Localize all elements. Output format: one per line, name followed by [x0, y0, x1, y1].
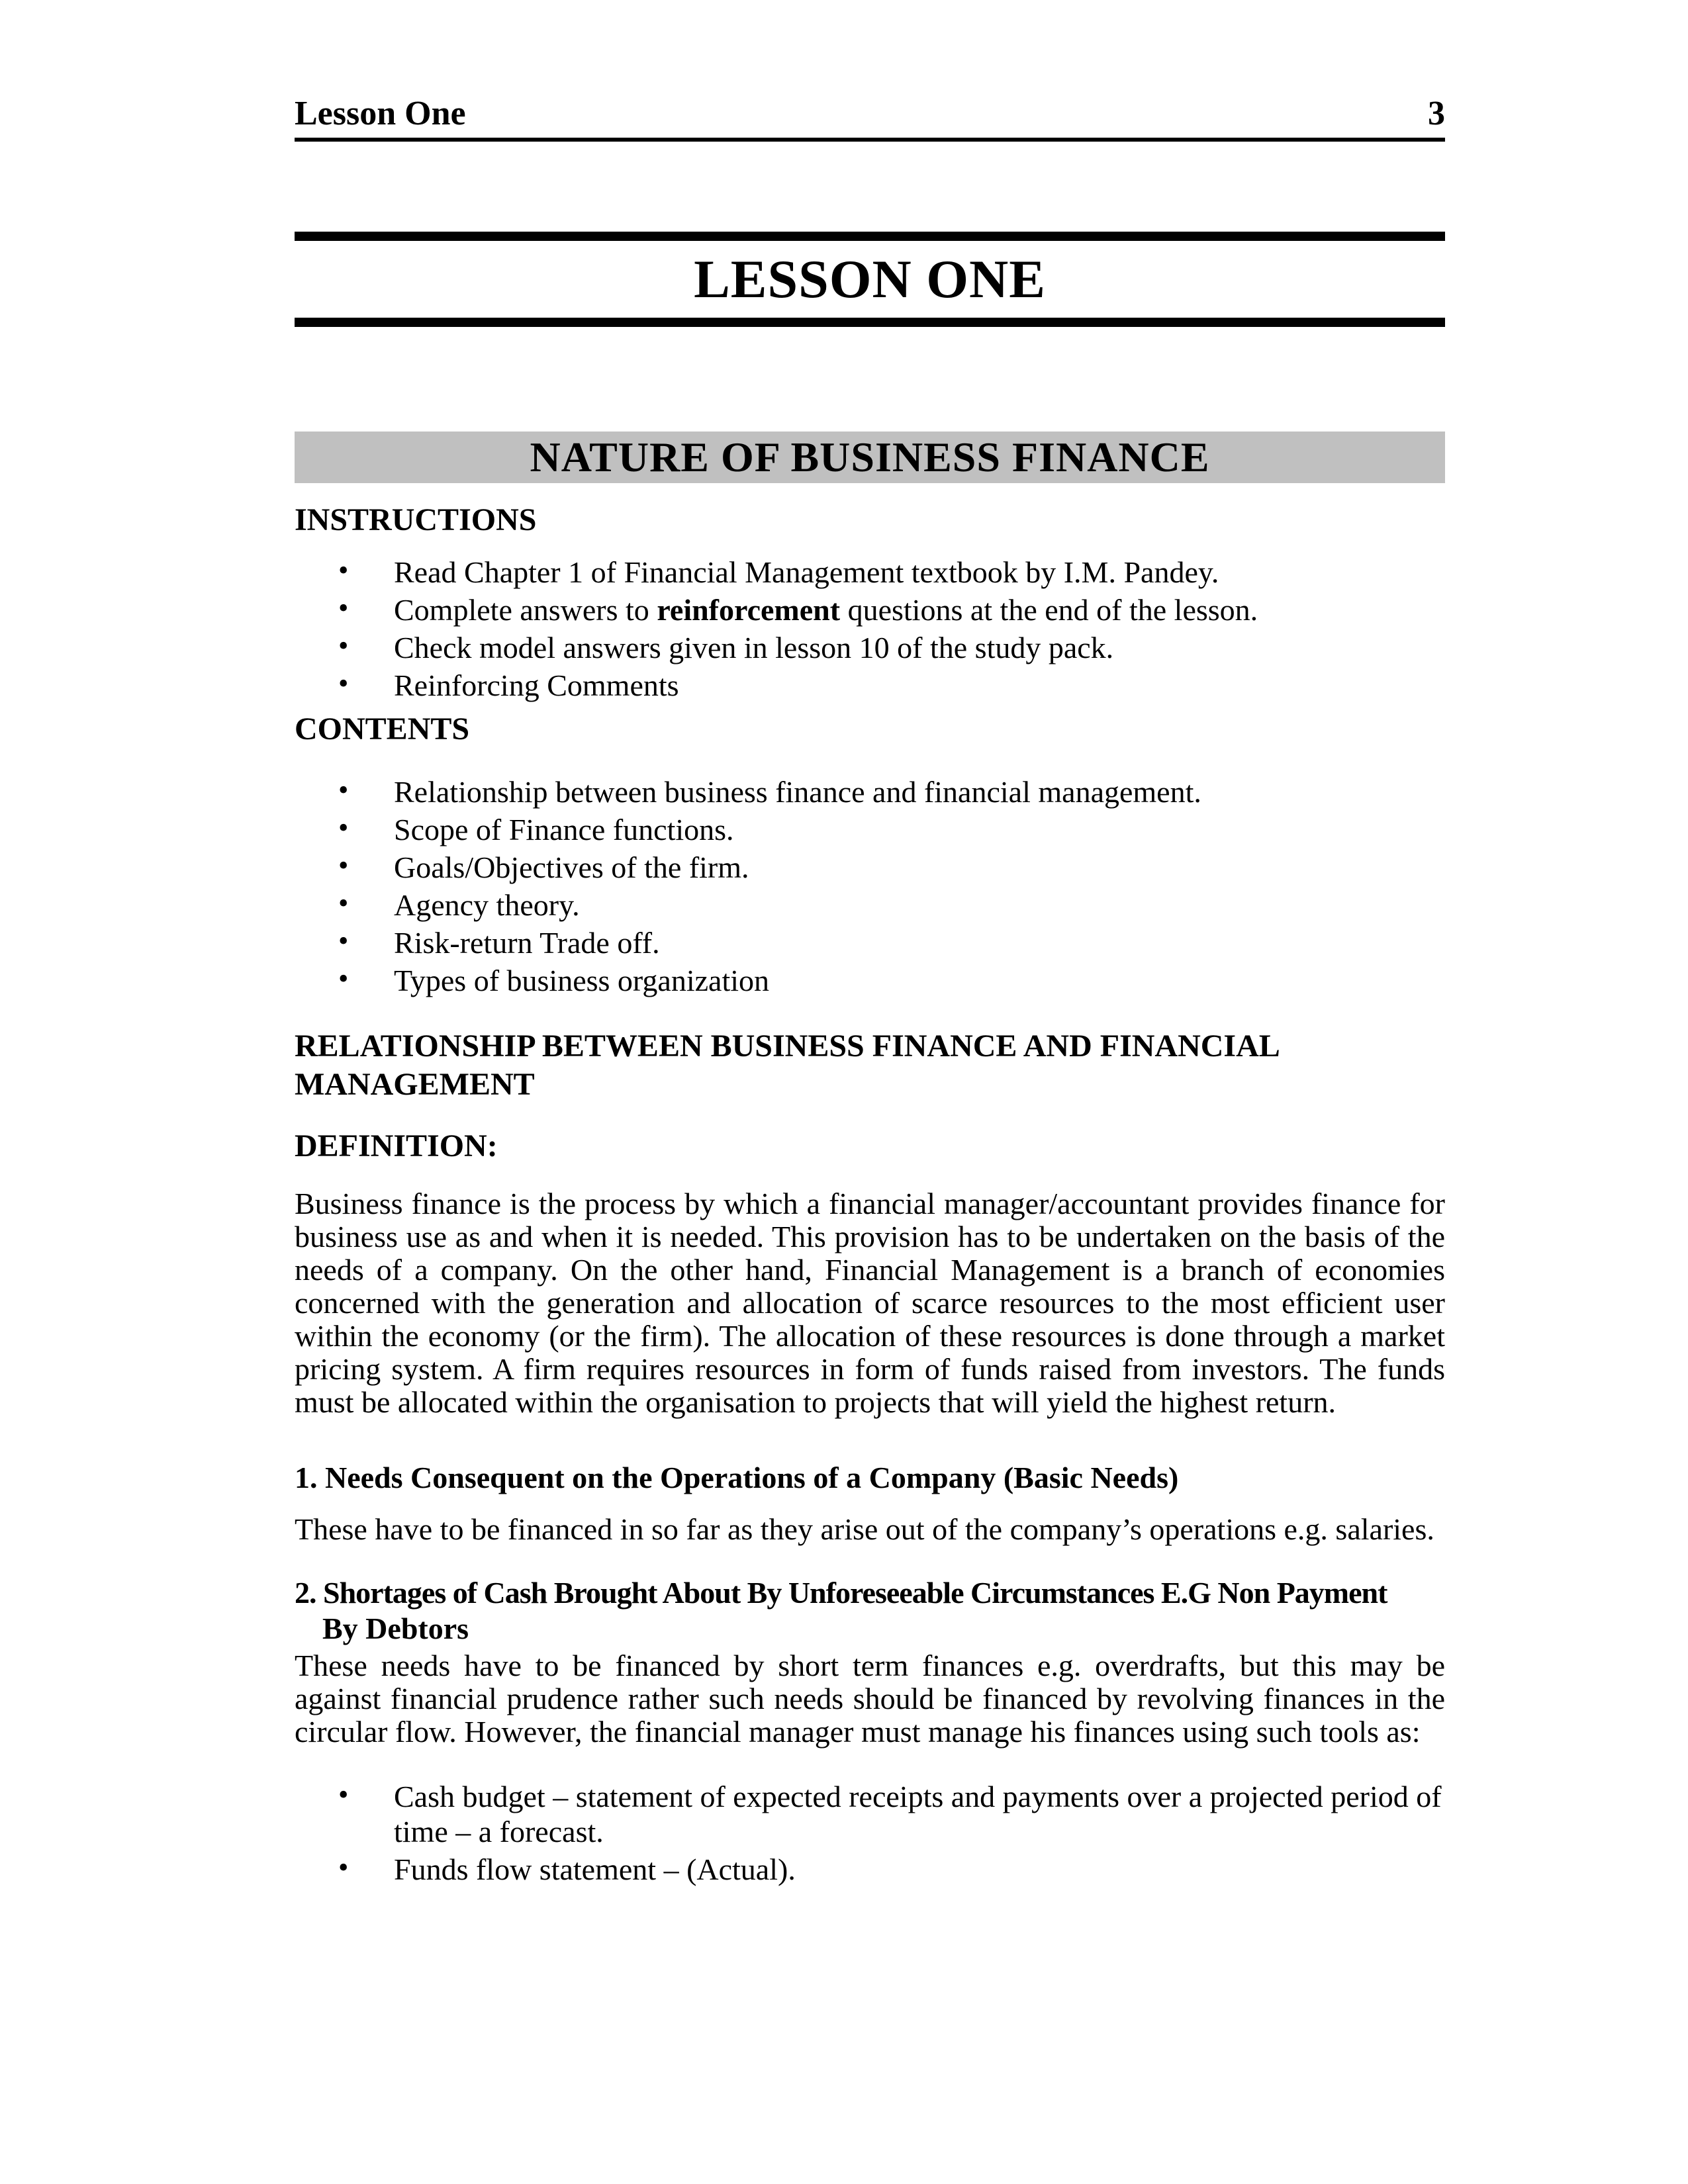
definition-paragraph: Business finance is the process by which a financial manager/accountant provides finance for business use as and when it is needed. This provision has to be undertaken on the basis of the needs of a company. On the other hand, Financial Management is a branch of economies concerned with the generation and allocation of scarce resources to the most efficient user within the economy (or the firm). The allocation of these resources is done through a market pricing system. A firm requires resources in form of funds raised from investors. The funds must be allocated within the organisation to projects that will yield the highest return.	[295, 1187, 1445, 1419]
bullet-icon: •	[338, 629, 349, 662]
list-item-text	[394, 593, 1258, 627]
list-item-text-bold: reinforcement	[657, 593, 841, 627]
bullet-icon: •	[338, 667, 349, 700]
bullet-icon: •	[338, 774, 349, 806]
bullet-icon: •	[338, 887, 349, 919]
page-number: 3	[1428, 95, 1445, 132]
list-item-text: Agency theory.	[394, 888, 580, 922]
list-item	[295, 850, 1445, 885]
section2-heading-line2: By Debtors	[322, 1612, 469, 1645]
list-item-text: Risk-return Trade off.	[394, 926, 660, 960]
list-item-text: Reinforcing Comments	[394, 668, 679, 702]
list-item-text: Check model answers given in lesson 10 of the study pack.	[394, 631, 1114, 664]
running-header	[295, 97, 1445, 142]
list-item	[295, 630, 1445, 665]
lesson-title: LESSON ONE	[694, 249, 1046, 309]
list-item	[295, 925, 1445, 960]
section-banner-title: NATURE OF BUSINESS FINANCE	[295, 432, 1445, 483]
list-item-text: Cash budget – statement of expected receipts and payments over a projected period of time – a forecast.	[394, 1780, 1442, 1848]
relationship-heading-line2: MANAGEMENT	[295, 1067, 535, 1102]
list-item	[295, 774, 1445, 809]
tools-list	[295, 1779, 1445, 1887]
title-rule-bottom	[295, 318, 1445, 327]
running-header-title: Lesson One	[295, 95, 466, 132]
list-item-text-post: questions at the end of the lesson.	[840, 593, 1258, 627]
list-item	[295, 1779, 1445, 1849]
bullet-icon: •	[338, 925, 349, 957]
list-item	[295, 1852, 1445, 1887]
bullet-icon: •	[338, 1851, 349, 1884]
list-item	[295, 887, 1445, 923]
definition-label: DEFINITION:	[295, 1128, 498, 1163]
title-rule-top	[295, 232, 1445, 241]
contents-heading: CONTENTS	[295, 711, 470, 747]
section2-body: These needs have to be financed by short term finances e.g. overdrafts, but this may be against financial prudence rather such needs should be financed by revolving finances in the circular flow. However, the financial manager must manage his finances using such tools as:	[295, 1649, 1445, 1749]
list-item	[295, 668, 1445, 703]
list-item	[295, 555, 1445, 590]
section1-body: These have to be financed in so far as they arise out of the company’s operations e.g. salaries.	[295, 1512, 1434, 1546]
section2-heading-line1: 2. Shortages of Cash Brought About By Unforeseeable Circumstances E.G Non Payment	[295, 1576, 1387, 1610]
list-item-text: Relationship between business finance and financial management.	[394, 775, 1201, 809]
page-content	[295, 0, 1445, 1889]
list-item-text: Read Chapter 1 of Financial Management textbook by I.M. Pandey.	[394, 555, 1219, 589]
list-item-text: Funds flow statement – (Actual).	[394, 1852, 796, 1886]
bullet-icon: •	[338, 811, 349, 844]
list-item	[295, 592, 1445, 627]
bullet-icon: •	[338, 592, 349, 624]
list-item	[295, 963, 1445, 998]
instructions-heading: INSTRUCTIONS	[295, 502, 537, 537]
bullet-icon: •	[338, 849, 349, 882]
relationship-heading-line1: RELATIONSHIP BETWEEN BUSINESS FINANCE AND FINANCIAL	[295, 1028, 1280, 1064]
list-item-text: Scope of Finance functions.	[394, 813, 734, 846]
bullet-icon: •	[338, 962, 349, 995]
bullet-icon: •	[338, 554, 349, 586]
list-item-text-pre: Complete answers to	[394, 593, 657, 627]
section1-heading: 1. Needs Consequent on the Operations of a Company (Basic Needs)	[295, 1461, 1179, 1494]
list-item-text: Types of business organization	[394, 964, 770, 997]
relationship-heading	[295, 1027, 1445, 1104]
section2-heading	[295, 1575, 1445, 1647]
contents-list	[295, 774, 1445, 998]
bullet-icon: •	[338, 1778, 349, 1811]
list-item-text: Goals/Objectives of the firm.	[394, 850, 749, 884]
list-item	[295, 812, 1445, 847]
instructions-list	[295, 555, 1445, 703]
